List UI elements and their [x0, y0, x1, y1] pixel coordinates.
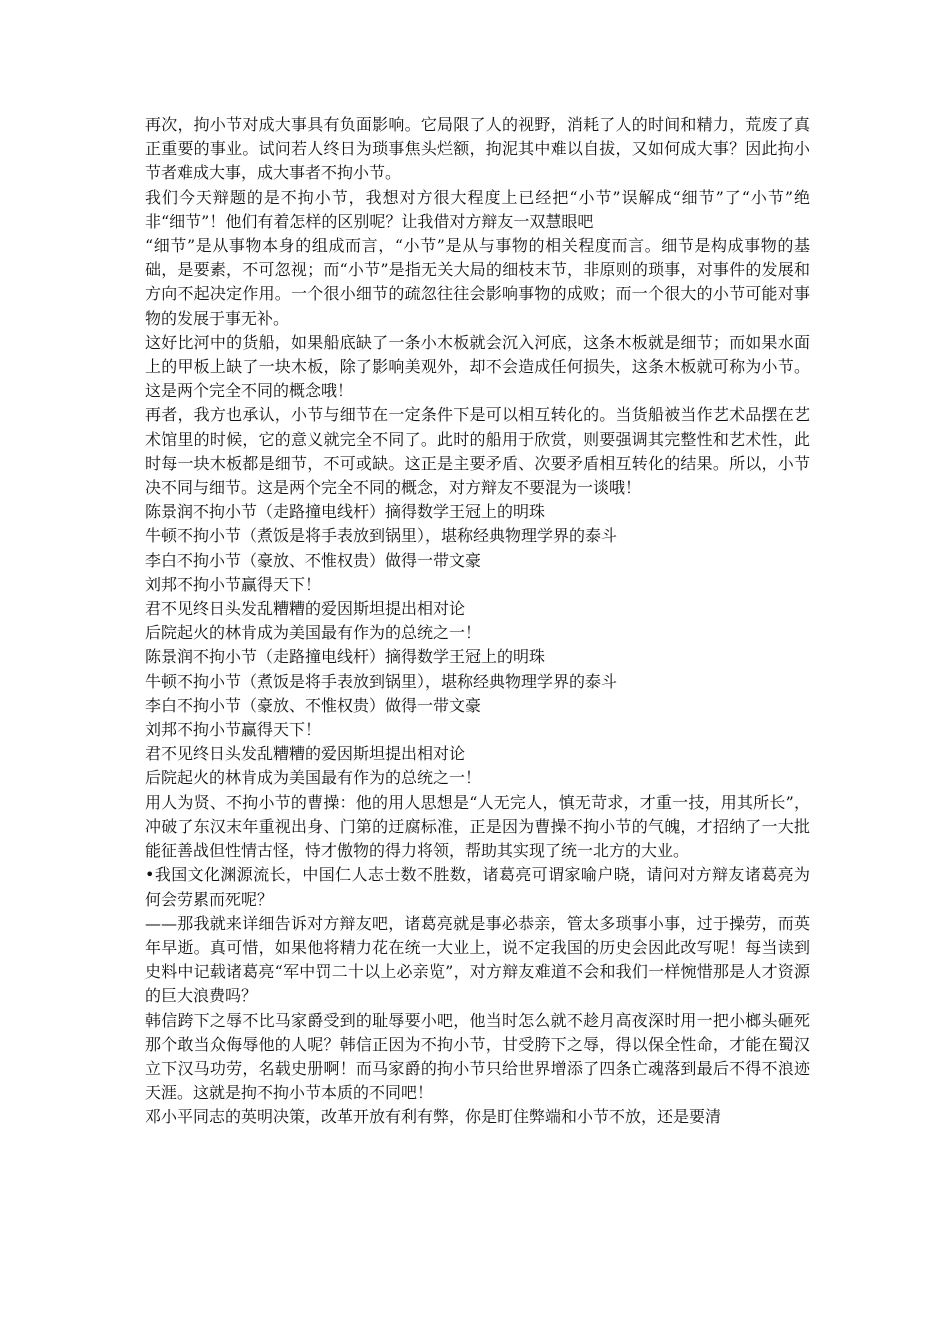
example-line: 君不见终日头发乱糟糟的爱因斯坦提出相对论: [145, 599, 466, 619]
example-line: 刘邦不拘小节赢得天下！: [145, 574, 322, 594]
paragraph: 用人为贤、不拘小节的曹操：他的用人思想是“人无完人，慎无苛求，才重一技，用其所长”，冲破了东汉末年重视出身、门第的迂腐标准，正是因为曹操不拘小节的气魄，才招纳了一大批能征善战但性情古怪，恃才傲物的得力将领，帮助其实现了统一北方的大业。: [145, 792, 810, 861]
example-line: 陈景润不拘小节（走路撞电线杆）摘得数学王冠上的明珠: [145, 647, 546, 667]
paragraph: ——那我就来详细告诉对方辩友吧，诸葛亮就是事必恭亲，管太多琐事小事，过于操劳，而英年早逝。真可惜，如果他将精力花在统一大业上，说不定我国的历史会因此改写呢！每当读到史料中记载诸葛亮“军中罚二十以上必亲览”，对方辩友难道不会和我们一样惋惜那是人才资源的巨大浪费吗？: [145, 913, 810, 1006]
paragraph: 邓小平同志的英明决策，改革开放有利有弊，你是盯住弊端和小节不放，还是要清: [145, 1107, 722, 1127]
example-line: 李白不拘小节（豪放、不惟权贵）做得一带文豪: [145, 695, 482, 715]
example-line: 牛顿不拘小节（煮饭是将手表放到锅里），堪称经典物理学界的泰斗: [145, 526, 618, 546]
example-line: 牛顿不拘小节（煮饭是将手表放到锅里），堪称经典物理学界的泰斗: [145, 671, 618, 691]
paragraph: 韩信跨下之辱不比马家爵受到的耻辱要小吧，他当时怎么就不趁月高夜深时用一把小榔头砸死那个敢当众侮辱他的人呢？韩信正因为不拘小节，甘受胯下之辱，得以保全性命，才能在蜀汉立下汉马功劳，名载史册啊！而马家爵的拘小节只给世界增添了四条亡魂落到最后不得不浪迹天涯。这就是拘不拘小节本质的不同吧！: [145, 1010, 810, 1103]
document-body: [145, 113, 810, 1130]
paragraph: 这好比河中的货船，如果船底缺了一条小木板就会沉入河底，这条木板就是细节；而如果水面上的甲板上缺了一块木板，除了影响美观外，却不会造成任何损失，这条木板就可称为小节。这是两个完全不同的概念哦！: [145, 332, 810, 401]
example-line: 君不见终日头发乱糟糟的爱因斯坦提出相对论: [145, 744, 466, 764]
example-line: 陈景润不拘小节（走路撞电线杆）摘得数学王冠上的明珠: [145, 502, 546, 522]
paragraph: 再者，我方也承认，小节与细节在一定条件下是可以相互转化的。当货船被当作艺术品摆在艺术馆里的时候，它的意义就完全不同了。此时的船用于欣赏，则要强调其完整性和艺术性，此时每一块木板都是细节，不可或缺。这正是主要矛盾、次要矛盾相互转化的结果。所以，小节决不同与细节。这是两个完全不同的概念，对方辩友不要混为一谈哦！: [145, 405, 810, 498]
paragraph: 再次，拘小节对成大事具有负面影响。它局限了人的视野，消耗了人的时间和精力，荒废了真正重要的事业。试问若人终日为琐事焦头烂额，拘泥其中难以自拔，又如何成大事？因此拘小节者难成大事，成大事者不拘小节。: [145, 115, 810, 183]
example-line: 后院起火的林肯成为美国最有作为的总统之一！: [145, 768, 482, 788]
bullet-question: •我国文化渊源流长，中国仁人志士数不胜数，诸葛亮可谓家喻户晓，请问对方辩友诸葛亮为何会劳累而死呢？: [145, 865, 810, 909]
example-line: 李白不拘小节（豪放、不惟权贵）做得一带文豪: [145, 550, 482, 570]
paragraph: 我们今天辩题的是不拘小节，我想对方很大程度上已经把“小节”误解成“细节”了“小节”绝非“细节”！他们有着怎样的区别呢？让我借对方辩友一双慧眼吧: [145, 187, 810, 231]
example-line: 刘邦不拘小节赢得天下！: [145, 720, 322, 740]
paragraph: “细节”是从事物本身的组成而言，“小节”是从与事物的相关程度而言。细节是构成事物的基础，是要素，不可忽视；而“小节”是指无关大局的细枝末节，非原则的琐事，对事件的发展和方向不起决定作用。一个很小细节的疏忽往往会影响事物的成败；而一个很大的小节可能对事物的发展于事无补。: [145, 236, 810, 328]
example-line: 后院起火的林肯成为美国最有作为的总统之一！: [145, 623, 482, 643]
